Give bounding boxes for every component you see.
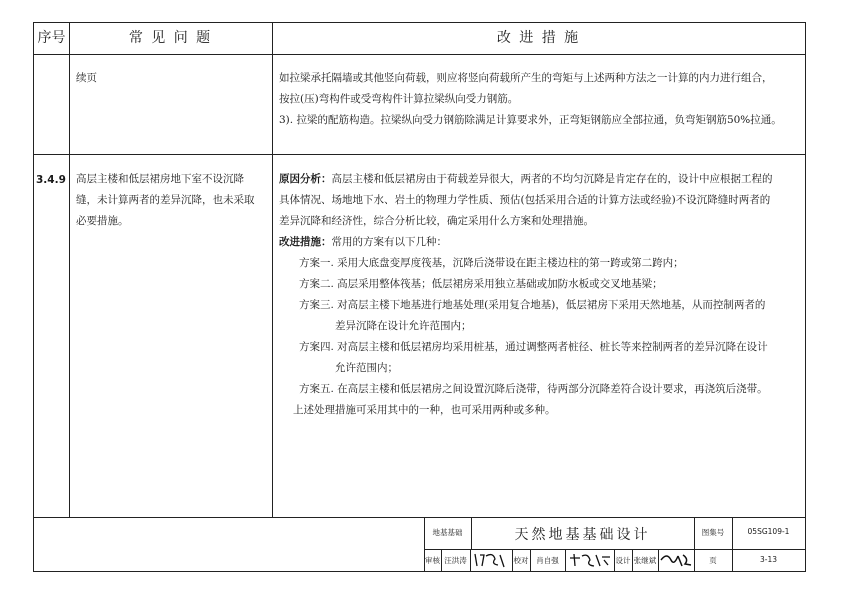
- col-divider-1: [69, 23, 70, 517]
- measure-label: 改进措施：: [279, 236, 332, 248]
- analysis-line: [279, 169, 773, 190]
- tb-page-label: 页: [709, 556, 717, 565]
- measure-intro-line: [279, 232, 773, 253]
- tb-category: 地基基础: [432, 528, 463, 537]
- reviewer-signature: [471, 550, 511, 570]
- tb-title: 天然地基基础设计: [514, 527, 651, 543]
- drawing-sheet: [33, 22, 806, 572]
- scheme-4: 方案四. 对高层主楼和低层裙房均采用桩基，通过调整两者桩径、桩长等来控制两者的差异沉降在设计: [299, 341, 768, 353]
- analysis-line: 差异沉降和经济性，综合分析比较，确定采用什么方案和处理措施。: [279, 215, 594, 227]
- analysis-line: 具体情况、场地地下水、岩土的物理力学性质、预估(包括采用合适的计算方法或经验)不设沉降缝时两者的: [279, 194, 771, 206]
- scheme-3-cont: 差异沉降在设计允许范围内；: [335, 320, 472, 332]
- closing-line: 上述处理措施可采用其中的一种，也可采用两种或多种。: [293, 404, 556, 416]
- row2-problem-line: 高层主楼和低层裙房地下室不设沉降: [76, 173, 244, 185]
- header-measures: 改 进 措 施: [496, 30, 581, 46]
- tb-checker: 肖自强: [536, 556, 559, 565]
- tb-review-label: 审核: [425, 556, 440, 565]
- tb-atlas-no: 05SG109-1: [747, 527, 790, 536]
- analysis-label: 原因分析：: [279, 173, 332, 185]
- title-block: [424, 517, 805, 571]
- scheme-2: 方案二. 高层采用整体筏基；低层裙房采用独立基础或加防水板或交叉地基梁；: [299, 278, 663, 290]
- scheme-5: 方案五. 在高层主楼和低层裙房之间设置沉降后浇带，待两部分沉降差符合设计要求，再浇筑后浇带。: [299, 383, 768, 395]
- scheme-3: 方案三. 对高层主楼下地基进行地基处理(采用复合地基)，低层裙房下采用天然地基，从而控制两者的: [299, 299, 766, 311]
- header-no: 序号: [37, 30, 66, 46]
- scheme-4-cont: 允许范围内；: [335, 362, 398, 374]
- row2-problem-line: 缝，未计算两者的差异沉降，也未采取: [76, 194, 255, 206]
- tb-design-label: 设计: [615, 556, 631, 565]
- col-divider-2: [272, 23, 273, 517]
- checker-signature: [566, 550, 614, 570]
- measure-intro: 常用的方案有以下几种：: [331, 236, 447, 248]
- row1-measure-line: 3). 拉梁的配筋构造。拉梁纵向受力钢筋除满足计算要求外，正弯矩钢筋应全部拉通，负弯矩钢筋50%拉通。: [279, 114, 782, 126]
- row2-problem: [76, 169, 255, 232]
- tb-atlas-label: 图集号: [701, 528, 725, 537]
- row1-measure-line: 如拉梁承托隔墙或其他竖向荷载，则应将竖向荷载所产生的弯矩与上述两种方法之一计算的内力进行组合，: [279, 72, 773, 84]
- tb-page-no: 3-13: [759, 555, 778, 564]
- row-divider: [34, 154, 805, 155]
- row2-number: 3.4.9: [36, 174, 66, 186]
- designer-signature: [658, 550, 694, 570]
- analysis-text: 高层主楼和低层裙房由于荷载差异很大，两者的不均匀沉降是肯定存在的，设计中应根据工程的: [331, 173, 773, 185]
- tb-designer: 张继斌: [633, 556, 657, 565]
- scheme-1: 方案一. 采用大底盘变厚度筏基，沉降后浇带设在距主楼边柱的第一跨或第二跨内；: [299, 257, 684, 269]
- row1-problem: [76, 68, 97, 89]
- tb-check-label: 校对: [513, 556, 529, 565]
- header-divider: [34, 54, 805, 55]
- row1-measures: [279, 68, 782, 131]
- header-problem: 常 见 问 题: [128, 30, 213, 46]
- row1-measure-line: 按拉(压)弯构件或受弯构件计算拉梁纵向受力钢筋。: [279, 93, 519, 105]
- row2-problem-line: 必要措施。: [76, 215, 129, 227]
- row1-problem-line: 续页: [76, 72, 97, 84]
- row2-measures: [279, 169, 773, 421]
- tb-reviewer: 汪洪涛: [444, 556, 467, 565]
